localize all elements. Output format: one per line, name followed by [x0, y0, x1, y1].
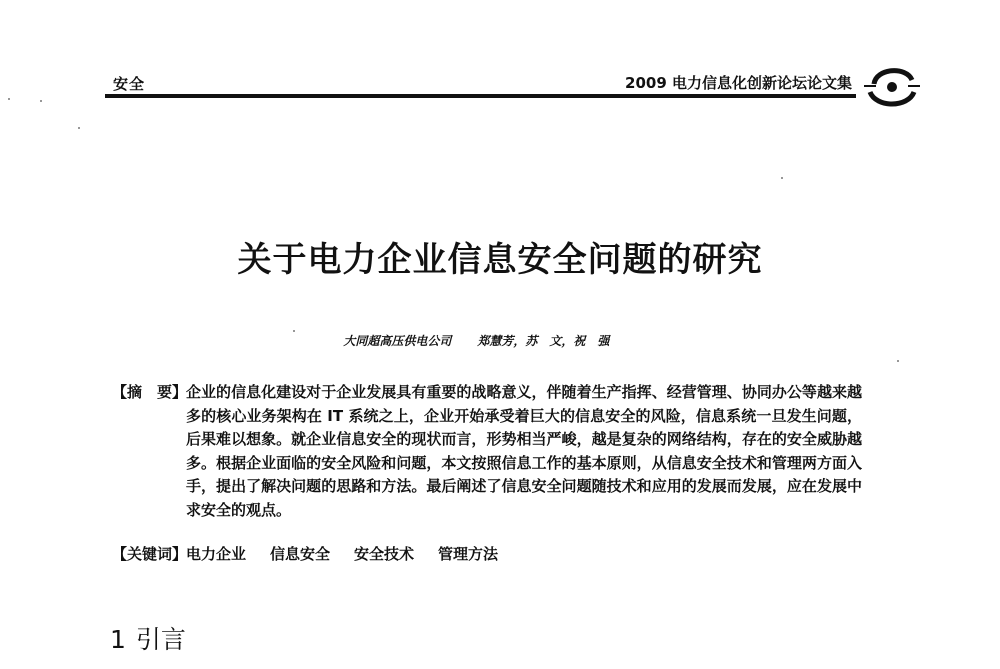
keyword: 管理方法: [438, 545, 499, 563]
keyword: 信息安全: [270, 545, 331, 563]
scan-speck: [781, 177, 783, 179]
scan-speck: [78, 127, 80, 129]
scan-speck: [897, 360, 899, 362]
running-header-publication: 2009 电力信息化创新论坛论文集: [625, 74, 852, 92]
abstract-label: 【摘 要】: [112, 383, 188, 401]
paper-title: 关于电力企业信息安全问题的研究: [237, 240, 763, 280]
header-rule: [105, 94, 856, 98]
scan-speck: [293, 330, 295, 332]
abstract-text: 企业的信息化建设对于企业发展具有重要的战略意义，伴随着生产指挥、经营管理、协同办公等越来越多的核心业务架构在 IT 系统之上，企业开始承受着巨大的信息安全的风险，信息系统一旦发生问题，后果难以想象。就企业信息安全的现状而言，形势相当严峻，越是复杂的网络结构，存在的安全威胁越多。根据企业面临的安全风险和问题，本文按照信息工作的基本原则，从信息安全技术和管理两方面入手，提出了解决问题的思路和方法。最后阐述了信息安全问题随技术和应用的发展而发展，应在发展中求安全的观点。: [186, 383, 862, 519]
author-names: 郑慧芳，苏 文，祝 强: [477, 334, 610, 348]
conference-logo-icon: [862, 62, 922, 112]
scan-speck: [8, 98, 10, 100]
abstract: [112, 381, 862, 522]
keyword: 电力企业: [186, 545, 247, 563]
keywords-label: 【关键词】: [112, 545, 188, 563]
author-line: [335, 318, 735, 349]
affiliation: 大同超高压供电公司: [343, 334, 452, 348]
scan-speck: [40, 100, 42, 102]
keyword: 安全技术: [354, 545, 415, 563]
running-header-section: 安全: [113, 75, 146, 93]
section-title: 引言: [135, 625, 186, 654]
section-number: 1: [110, 625, 126, 654]
keywords: [112, 543, 522, 564]
section-heading: [110, 620, 186, 656]
